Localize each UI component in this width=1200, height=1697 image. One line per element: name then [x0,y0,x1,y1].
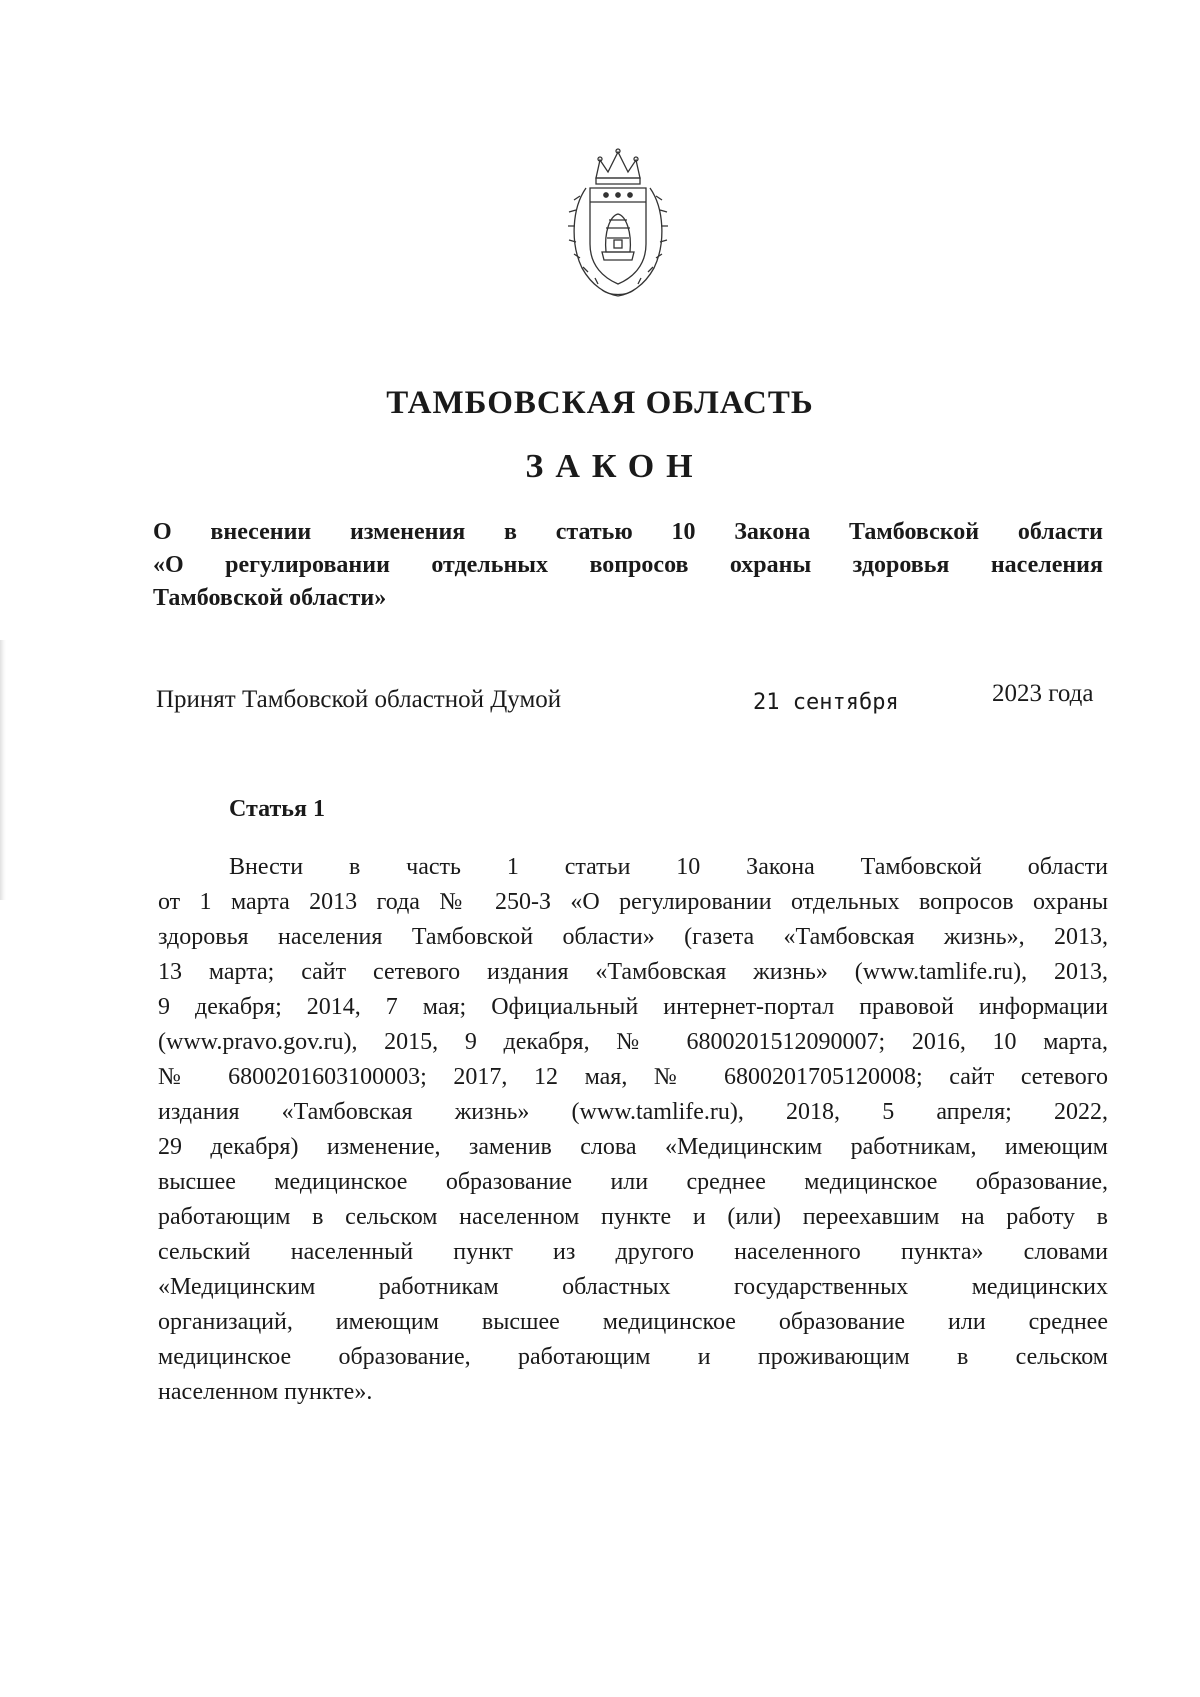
article-line: «Медицинским работникам областных государственных медицинских [158,1274,1108,1300]
subject-line: О внесении изменения в статью 10 Закона Тамбовской области [153,519,1103,545]
article-line: издания «Тамбовская жизнь» (www.tamlife.ru), 2018, 5 апреля; 2022, [158,1099,1108,1125]
article-line: медицинское образование, работающим и проживающим в сельском [158,1344,1108,1370]
scan-edge-shadow [0,640,6,900]
article-line: населенном пункте». [158,1379,373,1405]
article-line: 29 декабря) изменение, заменив слова «Медицинским работникам, имеющим [158,1134,1108,1160]
subject-line: «О регулировании отдельных вопросов охраны здоровья населения [153,552,1103,578]
adoption-year: 2023 года [992,680,1094,707]
article-line: работающим в сельском населенном пункте и (или) переехавшим на работу в [158,1204,1108,1230]
adoption-day: 21 сентября [753,690,899,715]
region-title: ТАМБОВСКАЯ ОБЛАСТЬ [386,385,814,421]
article-line: Внести в часть 1 статьи 10 Закона Тамбовской области [229,854,1108,880]
article-line: 9 декабря; 2014, 7 мая; Официальный интернет-портал правовой информации [158,994,1108,1020]
article-line: от 1 марта 2013 года № 250-З «О регулировании отдельных вопросов охраны [158,889,1108,915]
document-type-title: ЗАКОН [525,448,705,485]
article-title: Статья 1 [229,796,325,822]
adoption-label: Принят Тамбовской областной Думой [156,686,562,713]
article-line: № 6800201603100003; 2017, 12 мая, № 6800201705120008; сайт сетевого [158,1064,1108,1090]
article-line: здоровья населения Тамбовской области» (газета «Тамбовская жизнь», 2013, [158,924,1108,950]
article-line: организаций, имеющим высшее медицинское образование или среднее [158,1309,1108,1335]
article-line: 13 марта; сайт сетевого издания «Тамбовская жизнь» (www.tamlife.ru), 2013, [158,959,1108,985]
article-line: (www.pravo.gov.ru), 2015, 9 декабря, № 6800201512090007; 2016, 10 марта, [158,1029,1108,1055]
article-body [158,850,1108,1410]
law-subject [153,516,1103,615]
coat-of-arms-icon [566,148,670,300]
article-line: высшее медицинское образование или среднее медицинское образование, [158,1169,1108,1195]
article-line: сельский населенный пункт из другого населенного пункта» словами [158,1239,1108,1265]
subject-line: Тамбовской области» [153,585,387,611]
